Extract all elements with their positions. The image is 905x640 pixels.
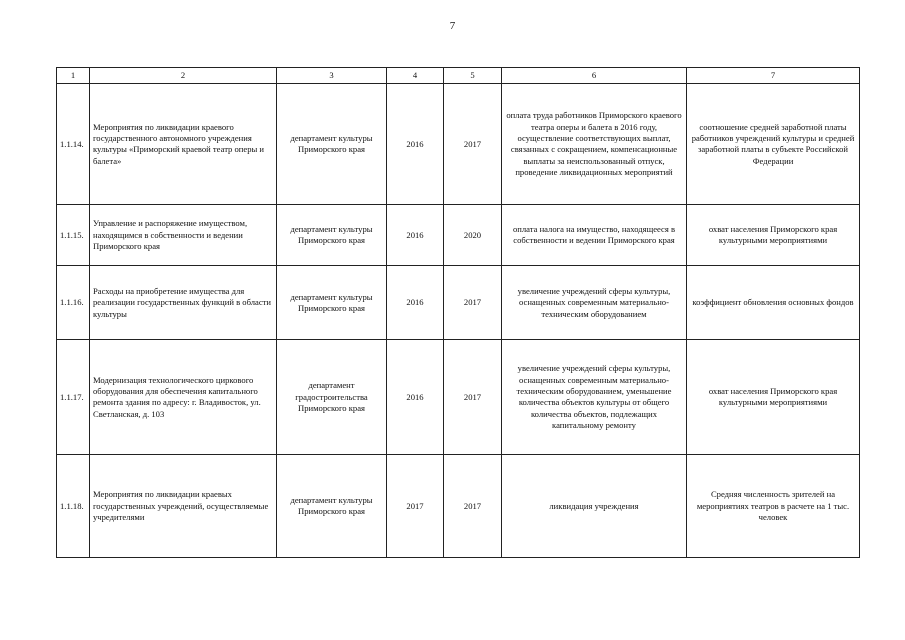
item-name: Управление и распоряжение имуществом, находящимся в собственности и ведении Приморского края [90,205,277,266]
item-start-year: 2016 [387,266,444,340]
item-indicator: коэффициент обновления основных фондов [687,266,860,340]
column-header: 3 [277,68,387,84]
column-header: 7 [687,68,860,84]
item-executor: департамент культуры Приморского края [277,266,387,340]
column-header: 4 [387,68,444,84]
item-start-year: 2016 [387,340,444,455]
column-header: 5 [444,68,502,84]
item-start-year: 2017 [387,455,444,558]
item-end-year: 2017 [444,266,502,340]
item-executor: департамент градостроительства Приморского края [277,340,387,455]
item-result: увеличение учреждений сферы культуры, оснащенных современным материально-техническим оборудованием, уменьшение количества объектов культуры от общего количества объектов, подлежащих капитальному ремонту [502,340,687,455]
item-end-year: 2017 [444,84,502,205]
item-result: увеличение учреждений сферы культуры, оснащенных современным материально-техническим оборудованием [502,266,687,340]
item-result: оплата налога на имущество, находящееся в собственности и ведении Приморского края [502,205,687,266]
item-result: оплата труда работников Приморского краевого театра оперы и балета в 2016 году, осуществление соответствующих выплат, связанных с сокращением, компенсационные выплаты за неиспользованный отпуск, проведение ликвидационных мероприятий [502,84,687,205]
program-table [56,67,860,558]
item-name: Модернизация технологического циркового оборудования для обеспечения капитального ремонта здания по адресу: г. Владивосток, ул. Светланская, д. 103 [90,340,277,455]
item-indicator: охват населения Приморского края культурными мероприятиями [687,340,860,455]
item-number: 1.1.16. [57,266,90,340]
item-start-year: 2016 [387,205,444,266]
table-row [57,266,860,340]
item-start-year: 2016 [387,84,444,205]
item-result: ликвидация учреждения [502,455,687,558]
item-number: 1.1.17. [57,340,90,455]
item-executor: департамент культуры Приморского края [277,84,387,205]
table-row [57,84,860,205]
item-executor: департамент культуры Приморского края [277,205,387,266]
column-header: 2 [90,68,277,84]
table-row [57,205,860,266]
item-end-year: 2017 [444,340,502,455]
item-number: 1.1.15. [57,205,90,266]
column-header: 1 [57,68,90,84]
item-number: 1.1.14. [57,84,90,205]
item-name: Расходы на приобретение имущества для реализации государственных функций в области культуры [90,266,277,340]
item-end-year: 2020 [444,205,502,266]
column-header: 6 [502,68,687,84]
table-row [57,340,860,455]
item-indicator: соотношение средней заработной платы работников учреждений культуры и средней заработной платы в субъекте Российской Федерации [687,84,860,205]
header-row [57,68,860,84]
item-name: Мероприятия по ликвидации краевого государственного автономного учреждения культуры «Приморский краевой театр оперы и балета» [90,84,277,205]
item-indicator: охват населения Приморского края культурными мероприятиями [687,205,860,266]
item-number: 1.1.18. [57,455,90,558]
item-indicator: Средняя численность зрителей на мероприятиях театров в расчете на 1 тыс. человек [687,455,860,558]
item-executor: департамент культуры Приморского края [277,455,387,558]
item-name: Мероприятия по ликвидации краевых государственных учреждений, осуществляемые учредителями [90,455,277,558]
table-row [57,455,860,558]
item-end-year: 2017 [444,455,502,558]
page-number: 7 [449,20,456,32]
